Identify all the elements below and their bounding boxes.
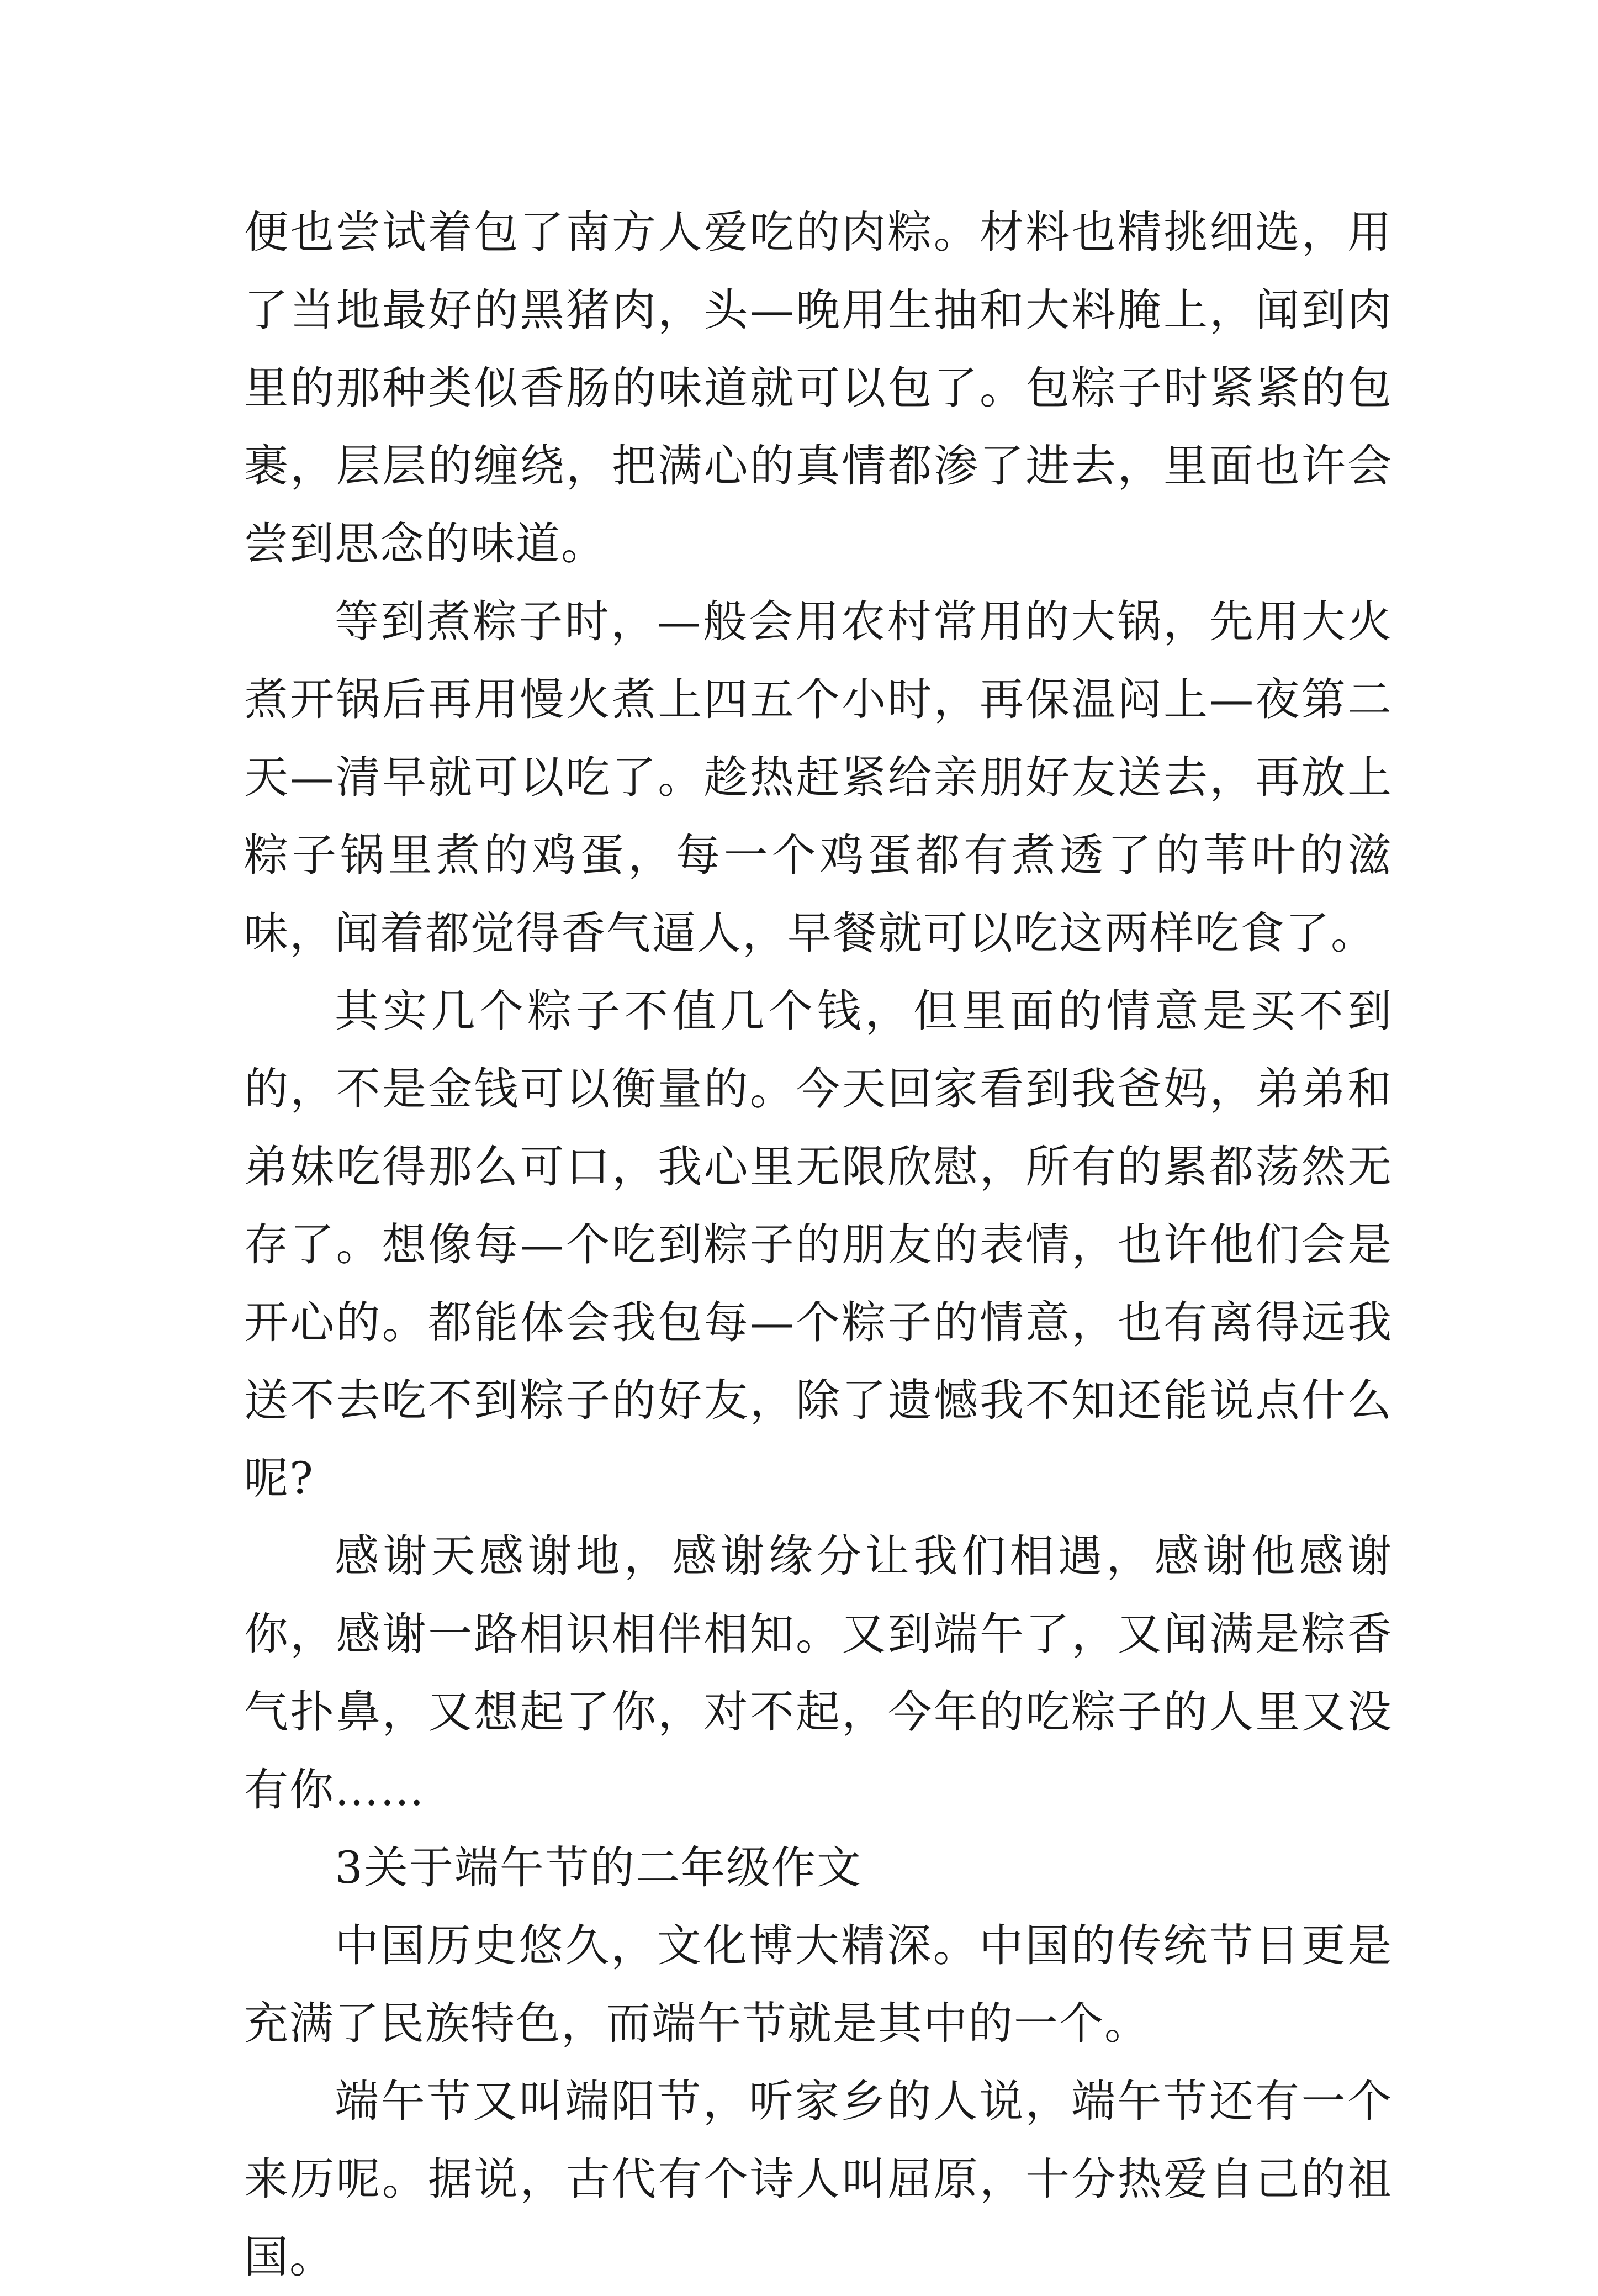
paragraph: 中国历史悠久，文化博大精深。中国的传统节日更是充满了民族特色，而端午节就是其中的一个。	[244, 1920, 1393, 2049]
document-body	[244, 193, 1393, 2296]
paragraph: 端午节又叫端阳节，听家乡的人说，端午节还有一个来历呢。据说，古代有个诗人叫屈原，十分热爱自己的祖国。	[244, 2076, 1393, 2283]
paragraph: 感谢天感谢地，感谢缘分让我们相遇，感谢他感谢你，感谢一路相识相伴相知。又到端午了，又闻满是粽香气扑鼻，又想起了你，对不起，今年的吃粽子的人里又没有你……	[244, 1530, 1393, 1815]
paragraph: 其实几个粽子不值几个钱，但里面的情意是买不到的，不是金钱可以衡量的。今天回家看到我爸妈，弟弟和弟妹吃得那么可口，我心里无限欣慰，所有的累都荡然无存了。想像每—个吃到粽子的朋友的表情，也许他们会是开心的。都能体会我包每—个粽子的情意，也有离得远我送不去吃不到粽子的好友，除了遗憾我不知还能说点什么呢?	[244, 985, 1393, 1504]
paragraph: 等到煮粽子时，—般会用农村常用的大锅，先用大火煮开锅后再用慢火煮上四五个小时，再保温闷上—夜第二天—清早就可以吃了。趁热赶紧给亲朋好友送去，再放上粽子锅里煮的鸡蛋，每一个鸡蛋都有煮透了的苇叶的滋味，闻着都觉得香气逼人，早餐就可以吃这两样吃食了。	[244, 596, 1393, 959]
section-heading: 3关于端午节的二年级作文	[335, 1842, 862, 1893]
paragraph: 便也尝试着包了南方人爱吃的肉粽。材料也精挑细选，用了当地最好的黑猪肉，头—晚用生抽和大料腌上，闻到肉里的那种类似香肠的味道就可以包了。包粽子时紧紧的包裹，层层的缠绕，把满心的真情都渗了进去，里面也许会尝到思念的味道。	[244, 207, 1393, 569]
